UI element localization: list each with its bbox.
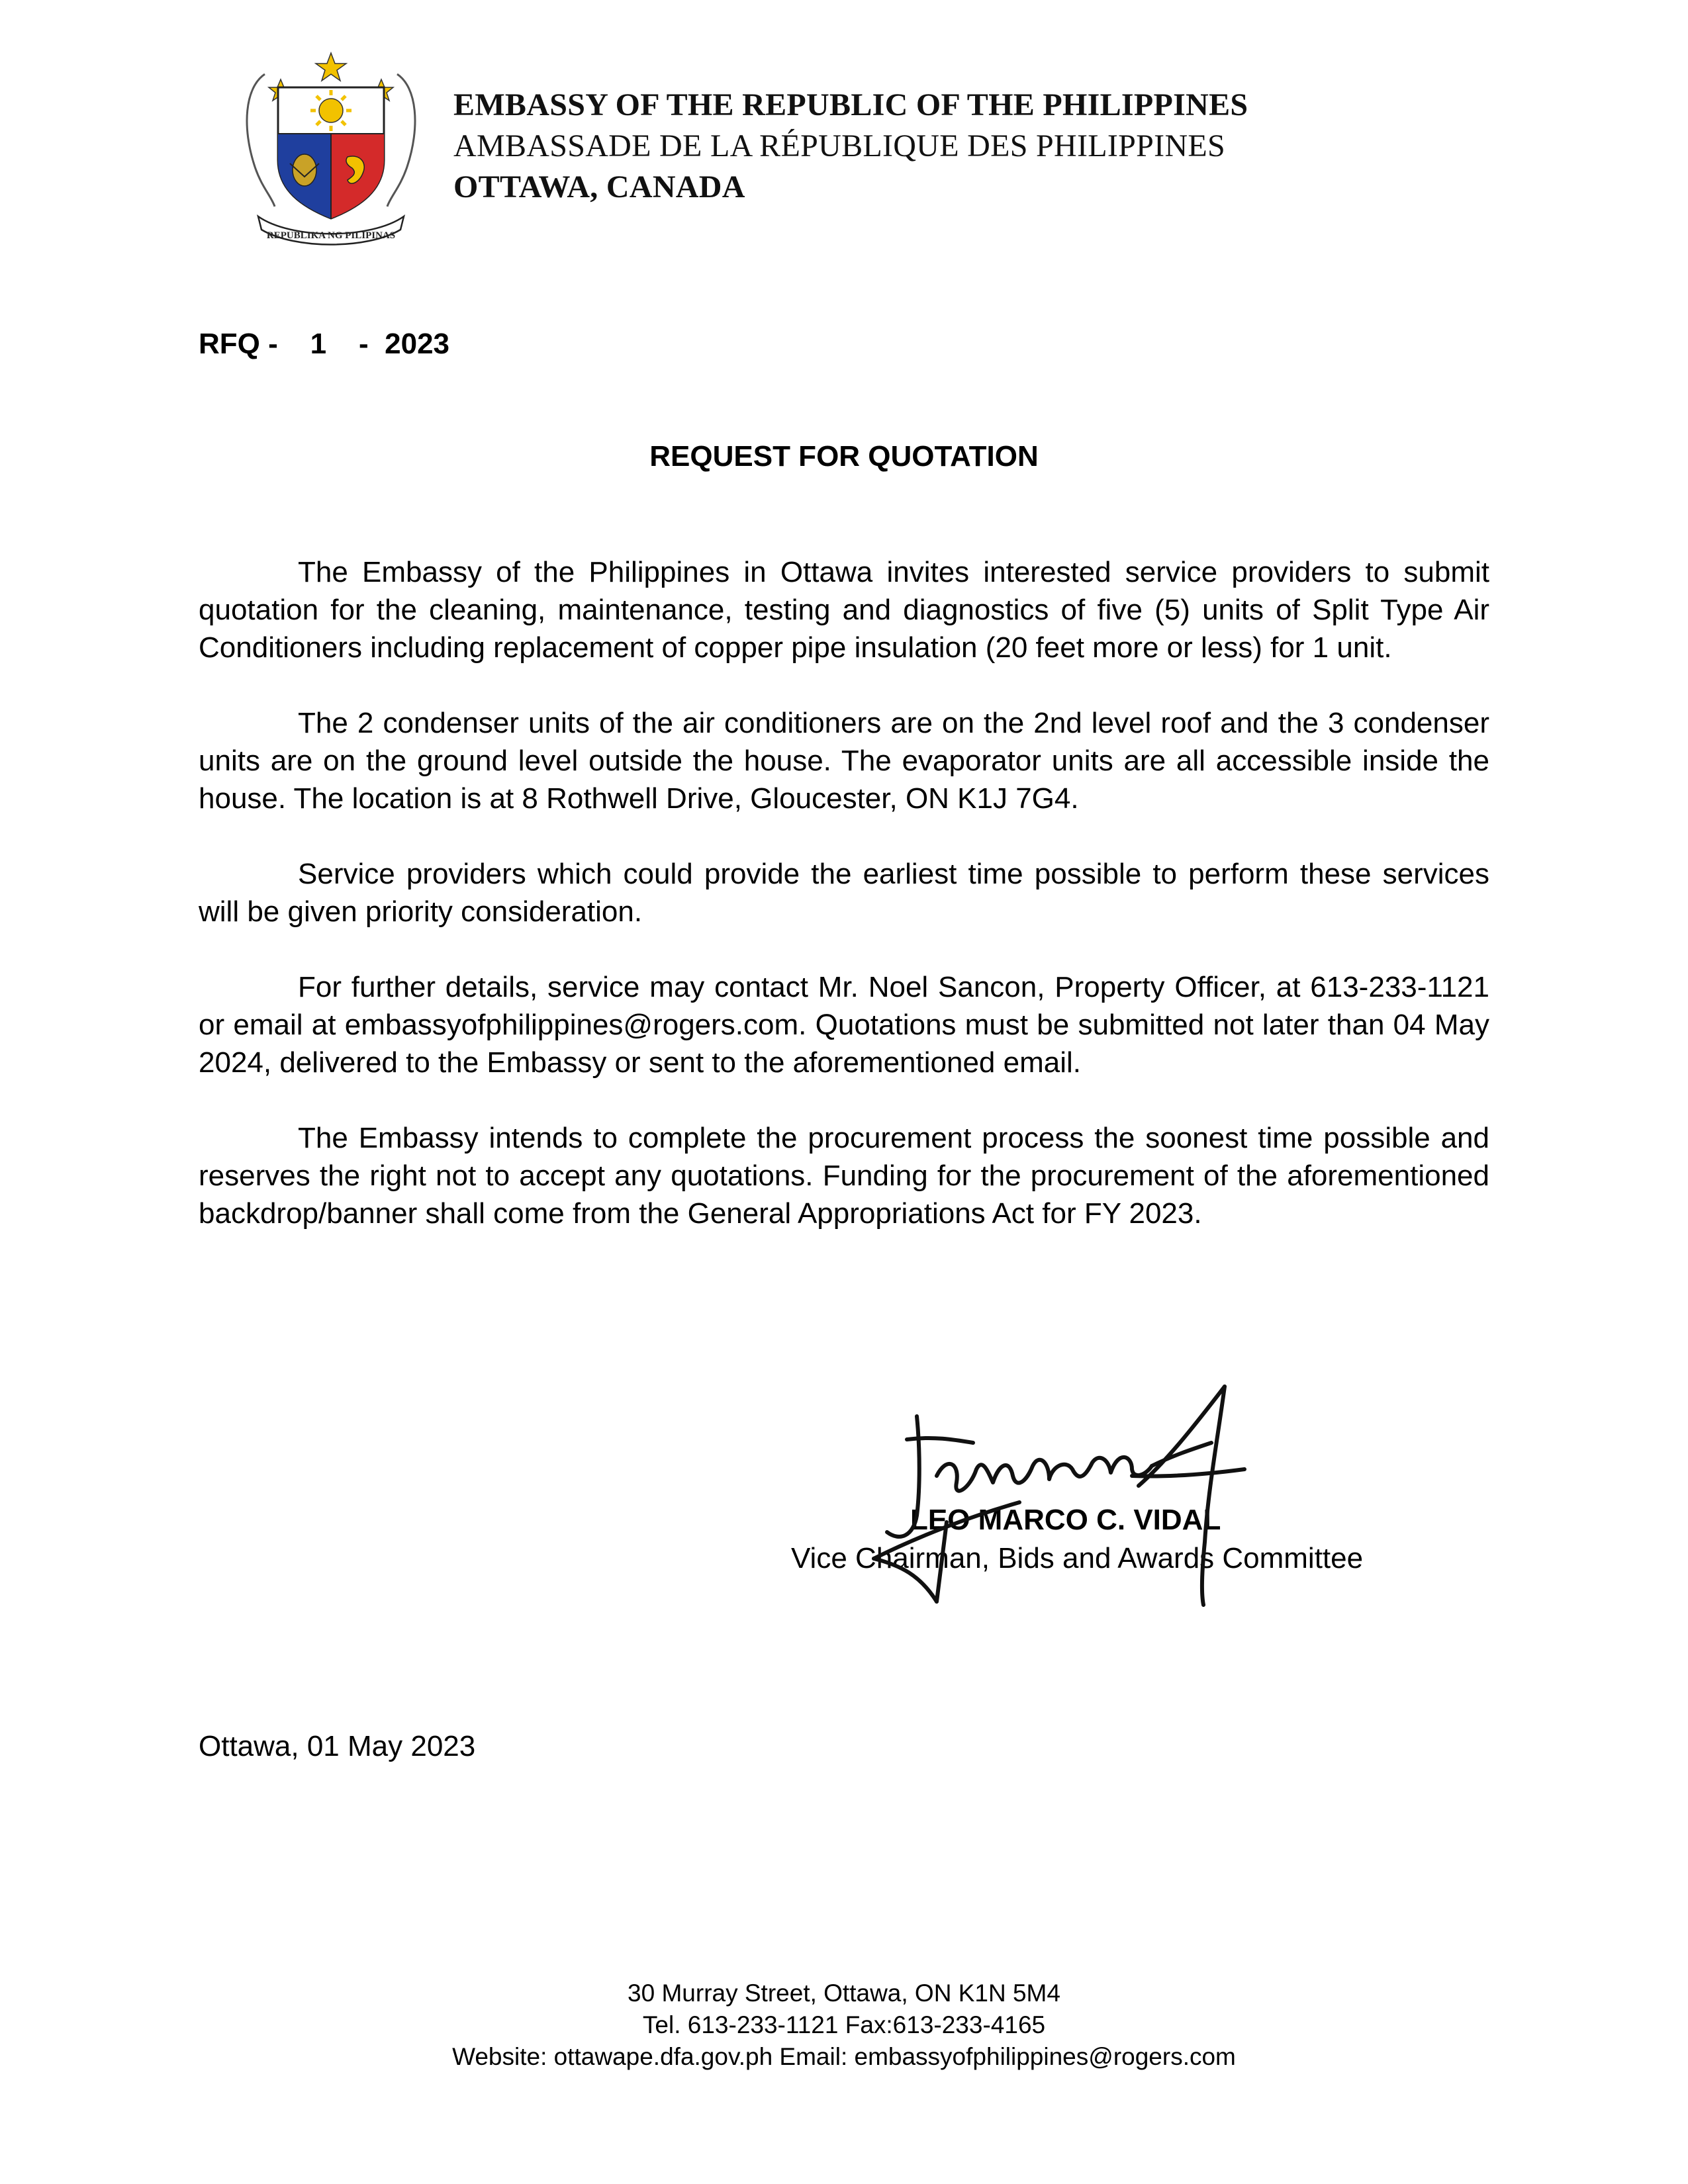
seal-ribbon-text: REPUBLIKA NG PILIPINAS (266, 230, 396, 241)
paragraph-location: The 2 condenser units of the air conditioners are on the 2nd level roof and the 3 condenser units are on the ground level outside the house. The evaporator units are all accessible inside the house. The location is at 8 Rothwell Drive, Gloucester, ON K1J 7G4. (199, 707, 1489, 815)
letter-body (199, 553, 1489, 1270)
embassy-location: OTTAWA, CANADA (453, 169, 745, 205)
embassy-name-french: AMBASSADE DE LA RÉPUBLIQUE DES PHILIPPINES (453, 128, 1226, 163)
place-and-date: Ottawa, 01 May 2023 (199, 1730, 476, 1762)
paragraph-invitation: The Embassy of the Philippines in Ottawa invites interested service providers to submit quotation for the cleaning, maintenance, testing and diagnostics of five (5) units of Split Type Air Conditioners including replacement of copper pipe insulation (20 feet more or less) for 1 unit. (199, 556, 1489, 664)
document-title: REQUEST FOR QUOTATION (649, 440, 1039, 473)
signatory-title: Vice Chairman, Bids and Awards Committee (791, 1542, 1364, 1574)
philippine-coat-of-arms-icon (238, 48, 424, 253)
footer-website-email: Website: ottawape.dfa.gov.ph Email: embassyofphilippines@rogers.com (452, 2043, 1236, 2070)
signatory-name: LEO MARCO C. VIDAL (910, 1504, 1221, 1536)
paragraph-priority: Service providers which could provide the earliest time possible to perform these services will be given priority consideration. (199, 858, 1489, 928)
paragraph-funding: The Embassy intends to complete the procurement process the soonest time possible and reserves the right not to accept any quotations. Funding for the procurement of the aforementioned backdrop/banner shall come from the General Appropriations Act for FY 2023. (199, 1122, 1489, 1230)
footer-phone-fax: Tel. 613-233-1121 Fax:613-233-4165 (642, 2011, 1046, 2038)
paragraph-contact: For further details, service may contact Mr. Noel Sancon, Property Officer, at 613-233-1121 or email at embassyofphilippines@rogers.com. Quotations must be submitted not later than 04 May 2024, delivered to the Embassy or sent to the aforementioned email. (199, 971, 1489, 1079)
embassy-name-english: EMBASSY OF THE REPUBLIC OF THE PHILIPPINES (453, 87, 1248, 122)
handwritten-signature-icon (821, 1377, 1284, 1615)
footer-address: 30 Murray Street, Ottawa, ON K1N 5M4 (628, 1979, 1060, 2007)
letterhead-footer (0, 1978, 1688, 2073)
rfq-reference: RFQ - 1 - 2023 (199, 328, 450, 360)
letterhead (453, 85, 1248, 208)
